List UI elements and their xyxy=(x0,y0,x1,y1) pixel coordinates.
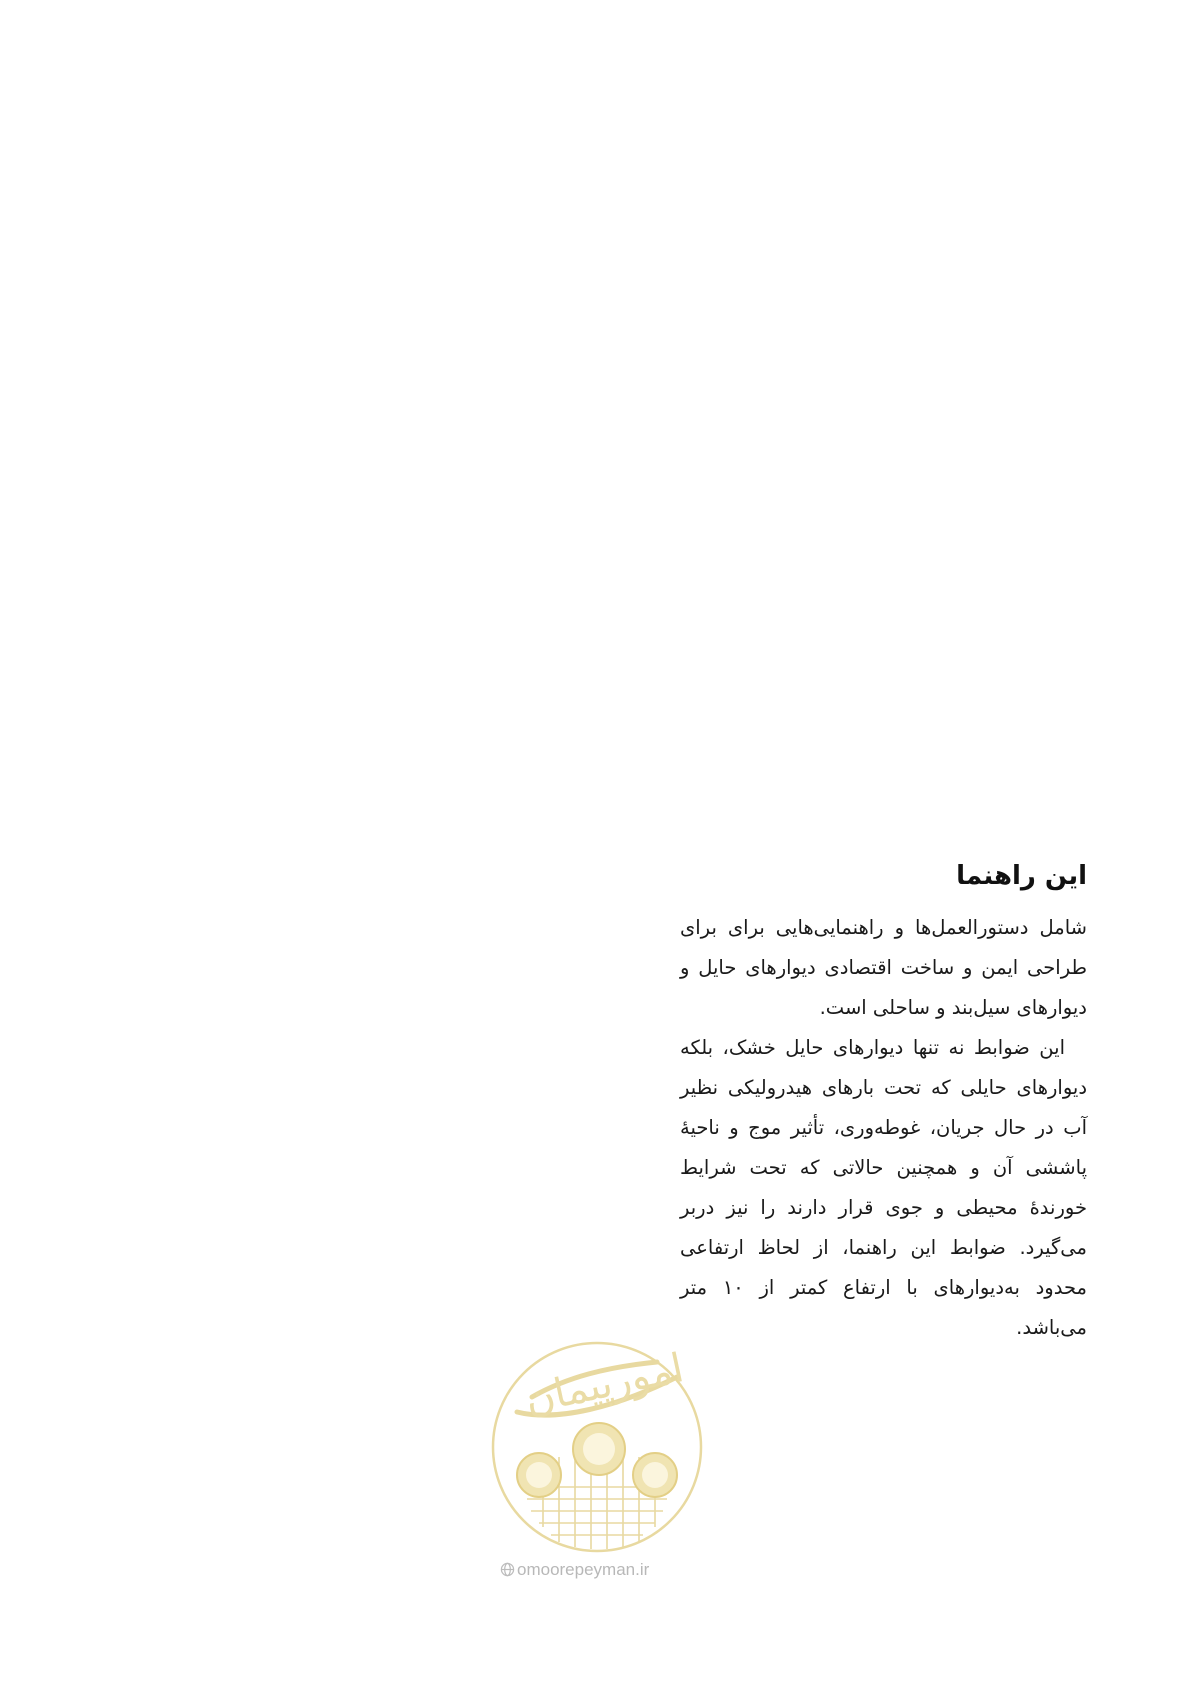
guide-section xyxy=(680,858,1087,1348)
globe-icon xyxy=(500,1562,515,1577)
watermark-logo-text: امورپیمان xyxy=(521,1345,688,1424)
section-title: این راهنما xyxy=(956,861,1087,891)
guide-paragraph-2: این ضوابط نه تنها دیوارهای حایل خشک، بلکه دیوارهای حایلی که تحت بارهای هیدرولیکی نظیر آب در حال جریان، غوطه‌وری، تأثیر موج و ناحیۀ پاششی آن و همچنین حالاتی که تحت شرایط خورندۀ محیطی و جوی قرار دارند را نیز دربر می‌گیرد. ضوابط این راهنما، از لحاظ ارتفاعی محدود به‌دیوارهای با ارتفاع کمتر از ۱۰ متر می‌باشد. xyxy=(680,1036,1087,1339)
guide-paragraph-1: شامل دستورالعمل‌ها و راهنمایی‌هایی برای برای طراحی ایمن و ساخت اقتصادی دیوارهای حایل و دیوارهای سیل‌بند و ساحلی است. xyxy=(680,916,1087,1019)
watermark-url-text: omoorepeyman.ir xyxy=(517,1560,650,1579)
watermark-logo xyxy=(487,1337,707,1597)
watermark-url xyxy=(500,1560,700,1580)
